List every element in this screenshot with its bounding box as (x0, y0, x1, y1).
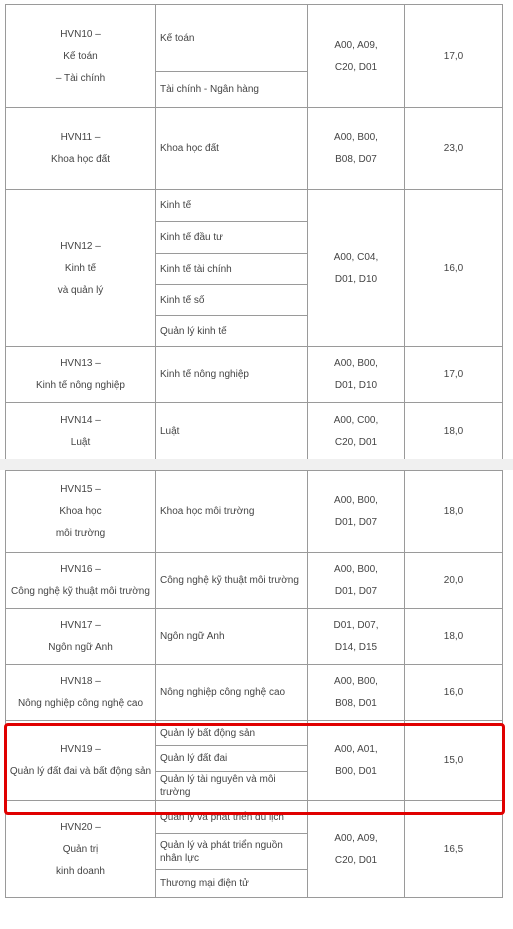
program-code: HVN20 – (60, 821, 101, 833)
subject-combos-cell (308, 403, 405, 460)
subject-combo: A00, B00, (334, 564, 378, 575)
subject-combo: D01, D07, (333, 620, 379, 631)
subject-combo: D14, D15 (334, 642, 378, 653)
major-cell: Quản lý và phát triển nguồn nhân lực (156, 834, 308, 870)
program-code: HVN18 – (60, 676, 101, 687)
program-name: Kinh tế (64, 262, 97, 274)
program-code: HVN12 – (60, 240, 101, 252)
subject-combos-cell (308, 721, 405, 801)
subject-combo: B08, D01 (335, 698, 377, 709)
major-cell: Quản lý tài nguyên và môi trường (156, 772, 308, 801)
subject-combos-cell (308, 471, 405, 553)
subject-combo: D01, D07 (334, 517, 378, 528)
table-row (6, 108, 503, 190)
table-row (6, 471, 503, 553)
subject-combo: A00, B00, (334, 495, 378, 506)
program-name: – Tài chính (55, 72, 106, 84)
table-row (6, 5, 503, 72)
program-name: Kế toán (63, 50, 98, 62)
program-cell (6, 801, 156, 898)
score-cell: 18,0 (405, 403, 503, 460)
subject-combos-cell (308, 609, 405, 665)
score-cell: 16,5 (405, 801, 503, 898)
table-row (6, 609, 503, 665)
major-cell: Kinh tế nông nghiệp (156, 347, 308, 403)
table-row (6, 553, 503, 609)
subject-combo: A00, B00, (334, 132, 378, 143)
admission-table-part-1 (5, 4, 503, 460)
major-cell: Kinh tế số (156, 285, 308, 316)
table-row (6, 665, 503, 721)
subject-combo: A00, C00, (333, 414, 379, 426)
program-cell (6, 721, 156, 801)
score-cell: 23,0 (405, 108, 503, 190)
subject-combos-cell (308, 190, 405, 347)
major-cell: Quản lý và phát triển du lịch (156, 801, 308, 834)
subject-combo: D01, D07 (334, 586, 378, 597)
program-name: Công nghệ kỹ thuật môi trường (11, 586, 150, 597)
subject-combo: B08, D07 (335, 154, 377, 165)
major-cell: Khoa học môi trường (156, 471, 308, 553)
program-name: Luật (70, 436, 91, 448)
program-code: HVN15 – (60, 484, 101, 495)
subject-combos-cell (308, 665, 405, 721)
major-cell: Kinh tế đầu tư (156, 222, 308, 254)
score-cell: 15,0 (405, 721, 503, 801)
program-name: môi trường (55, 528, 106, 539)
admission-table-part-2 (5, 470, 503, 898)
subject-combo: A00, B00, (334, 676, 378, 687)
program-code: HVN10 – (60, 28, 101, 40)
program-cell (6, 403, 156, 460)
score-cell: 16,0 (405, 665, 503, 721)
score-cell: 18,0 (405, 471, 503, 553)
program-code: HVN16 – (60, 564, 101, 575)
major-cell: Luật (156, 403, 308, 460)
program-cell (6, 553, 156, 609)
program-name: Nông nghiệp công nghệ cao (17, 698, 144, 709)
program-code: HVN11 – (60, 132, 101, 143)
table-row (6, 721, 503, 746)
subject-combos-cell (308, 553, 405, 609)
major-cell: Ngôn ngữ Anh (156, 609, 308, 665)
major-cell: Khoa học đất (156, 108, 308, 190)
subject-combos-cell (308, 801, 405, 898)
major-cell: Tài chính - Ngân hàng (156, 72, 308, 108)
program-code: HVN19 – (60, 744, 101, 755)
subject-combo: C20, D01 (334, 61, 378, 73)
program-cell (6, 108, 156, 190)
score-cell: 16,0 (405, 190, 503, 347)
major-cell: Kế toán (156, 5, 308, 72)
subject-combo: D01, D10 (334, 380, 378, 391)
subject-combos-cell (308, 108, 405, 190)
program-cell (6, 471, 156, 553)
program-name: Quản lý đất đai và bất động sản (9, 766, 152, 777)
subject-combo: A00, C04, (333, 251, 379, 263)
score-cell: 20,0 (405, 553, 503, 609)
major-cell: Kinh tế (156, 190, 308, 222)
subject-combo: A00, A09, (334, 39, 378, 51)
subject-combo: A00, A01, (334, 744, 378, 755)
table-row (6, 347, 503, 403)
subject-combo: B00, D01 (335, 766, 377, 777)
subject-combos-cell (308, 5, 405, 108)
program-cell (6, 190, 156, 347)
score-cell: 18,0 (405, 609, 503, 665)
major-cell: Quản lý đất đai (156, 746, 308, 772)
subject-combo: A00, A09, (334, 832, 378, 844)
score-cell: 17,0 (405, 5, 503, 108)
major-cell: Kinh tế tài chính (156, 254, 308, 285)
program-name: Khoa học (59, 506, 102, 517)
program-name: Khoa học đất (51, 154, 110, 165)
major-cell: Công nghệ kỹ thuật môi trường (156, 553, 308, 609)
subject-combo: D01, D10 (334, 273, 378, 285)
subject-combo: C20, D01 (334, 436, 378, 448)
program-name: kinh doanh (56, 865, 105, 877)
major-cell: Quản lý kinh tế (156, 316, 308, 347)
program-name: Quản trị (62, 843, 99, 855)
program-name: Ngôn ngữ Anh (48, 642, 113, 653)
table-row (6, 801, 503, 834)
subject-combo: A00, B00, (334, 358, 378, 369)
image-separator (0, 459, 513, 470)
program-cell (6, 5, 156, 108)
program-cell (6, 347, 156, 403)
major-cell: Nông nghiệp công nghệ cao (156, 665, 308, 721)
subject-combo: C20, D01 (334, 854, 378, 866)
program-name: Kinh tế nông nghiệp (36, 380, 125, 391)
table-row (6, 190, 503, 222)
program-cell (6, 609, 156, 665)
subject-combos-cell (308, 347, 405, 403)
program-name: và quản lý (57, 284, 104, 296)
program-code: HVN13 – (60, 358, 101, 369)
program-cell (6, 665, 156, 721)
score-cell: 17,0 (405, 347, 503, 403)
major-cell: Thương mại điện tử (156, 870, 308, 898)
table-row (6, 403, 503, 460)
program-code: HVN17 – (60, 620, 101, 631)
program-code: HVN14 – (60, 414, 101, 426)
major-cell: Quản lý bất động sản (156, 721, 308, 746)
